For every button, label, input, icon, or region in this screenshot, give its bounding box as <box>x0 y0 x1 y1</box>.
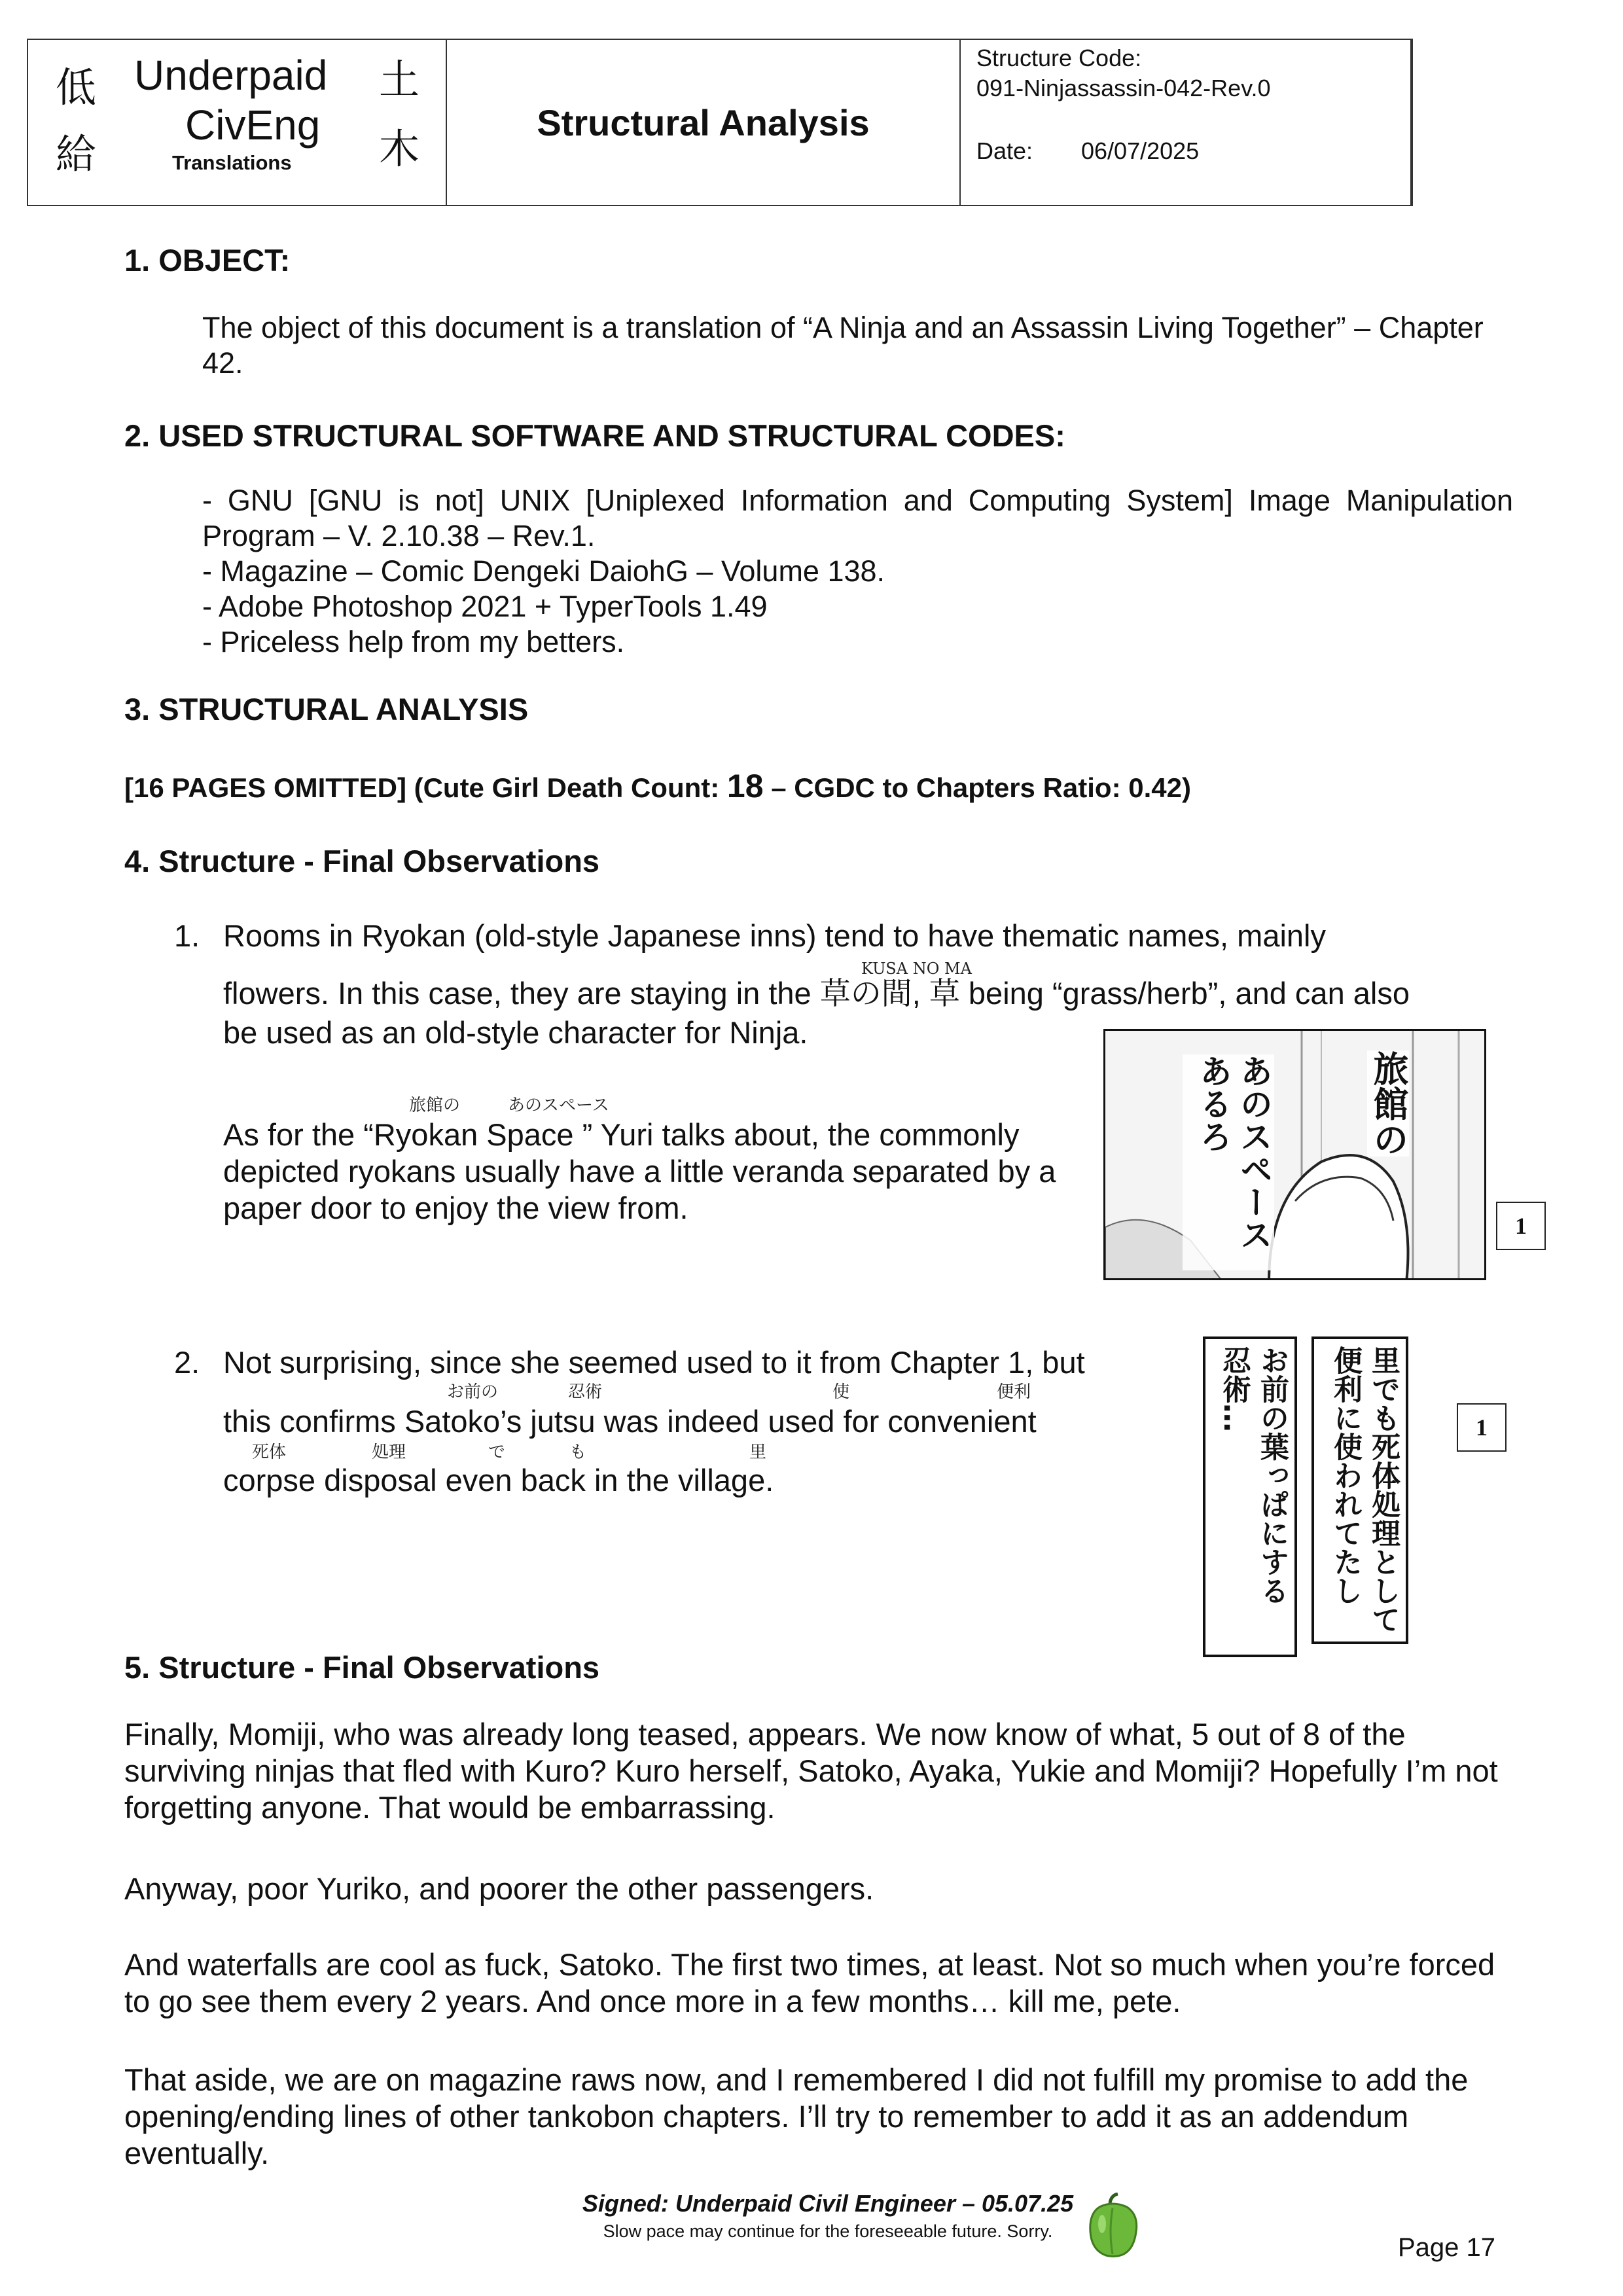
logo-kanji-right-1: 土 <box>379 56 420 103</box>
panel-1-text-space: あのスペースあるろ <box>1183 1054 1274 1270</box>
section-1-heading: 1. OBJECT: <box>124 243 291 278</box>
observation-2-line-1: Not surprising, since she seemed used to it from Chapter 1, but <box>223 1345 1085 1380</box>
death-count: 18 <box>726 768 764 804</box>
document-title: Structural Analysis <box>537 101 870 143</box>
section-1-text: The object of this document is a translation of “A Ninja and an Assassin Living Together” – Chapter 42. <box>202 311 1484 380</box>
logo-kanji-left-1: 低 <box>56 63 97 111</box>
manga-panel-ryokan <box>1103 1029 1486 1280</box>
date-value: 06/07/2025 <box>1081 137 1200 164</box>
section-4-heading: 4. Structure - Final Observations <box>124 844 600 878</box>
benri-ruby: 便利 <box>997 1382 1031 1402</box>
kusa-term: 草 <box>929 976 960 1012</box>
shori-ruby: 処理 <box>372 1443 406 1462</box>
software-item-1: - GNU [GNU is not] UNIX [Uniplexed Information and Computing System] Image Manipulation Program – V. 2.10.38 – Rev.1. <box>202 484 1513 552</box>
section-2-heading: 2. USED STRUCTURAL SOFTWARE AND STRUCTURAL CODES: <box>124 418 1065 453</box>
panel-2-text-box-right <box>1311 1336 1408 1644</box>
kusa-no-ma-term: 草の間 <box>819 976 912 1012</box>
panel-2-badge: 1 <box>1457 1403 1507 1452</box>
kusa-no-ma-ruby: KUSA NO MA <box>861 960 972 978</box>
section-5-heading: 5. Structure - Final Observations <box>124 1650 600 1685</box>
ninjutsu-ruby: 忍術 <box>568 1382 603 1402</box>
omitted-prefix: [16 PAGES OMITTED] (Cute Girl Death Count: <box>124 772 727 803</box>
omae-no-ruby: お前の <box>447 1382 499 1402</box>
pages-omitted-note <box>124 770 1191 802</box>
structure-code-label: Structure Code: <box>976 45 1142 71</box>
panel-1-illustration <box>1105 1031 1486 1280</box>
obs1-line2-part-c: being “grass/herb”, and can also <box>959 976 1410 1011</box>
panel-1-text-ryokan: 旅館の <box>1368 1050 1409 1157</box>
software-item-3: - Adobe Photoshop 2021 + TyperTools 1.49 <box>202 590 768 623</box>
observation-1-line-3: be used as an old-style character for Ninja. <box>223 1015 808 1050</box>
signature-block <box>569 2190 1086 2242</box>
signature-note: Slow pace may continue for the foreseeable future. Sorry. <box>603 2221 1053 2241</box>
software-item-4: - Priceless help from my betters. <box>202 625 625 658</box>
structure-code: 091-Ninjassassin-042-Rev.0 <box>976 75 1271 101</box>
title-block <box>447 40 961 205</box>
document-header <box>27 39 1413 206</box>
logo-line-translations: Translations <box>172 151 292 174</box>
panel-2-col-1: 里でも死体処理として <box>1366 1346 1400 1634</box>
date-label: Date: <box>976 137 1033 164</box>
logo-line-civeng: CivEng <box>185 101 321 149</box>
panel-2-col-4: 忍術… <box>1217 1346 1251 1432</box>
logo-block <box>28 40 447 205</box>
meta-block <box>961 40 1412 205</box>
observation-1-line-2 <box>223 975 1410 1013</box>
panel-2-col-3: お前の葉っぱにする <box>1255 1346 1289 1605</box>
logo-line-underpaid: Underpaid <box>134 52 328 99</box>
mo-ruby: も <box>569 1443 587 1462</box>
obs1-line2-part-a: flowers. In this case, they are staying in the <box>223 976 820 1011</box>
panel-2-col-2: 便利に使われてたし <box>1329 1346 1362 1605</box>
observation-2-number: 2. <box>174 1345 200 1380</box>
observation-1-paragraph-2: As for the “Ryokan Space ” Yuri talks about, the commonly depicted ryokans usually have a little veranda separated by a paper door to enjoy the view from. <box>223 1117 1056 1225</box>
omitted-suffix: – CGDC to Chapters Ratio: 0.42) <box>763 772 1191 803</box>
closing-paragraph-3: And waterfalls are cool as fuck, Satoko. The first two times, at least. Not so much when you’re forced to go see them every 2 years. And once more in a few months… kill me, pete. <box>124 1947 1495 2018</box>
logo-kanji-right-2: 木 <box>379 125 420 173</box>
space-ruby: あのスペース <box>508 1096 609 1115</box>
de-ruby: で <box>488 1443 506 1462</box>
software-item-2: - Magazine – Comic Dengeki DaiohG – Volume 138. <box>202 554 885 588</box>
obs1-line2-part-b: , <box>912 976 929 1011</box>
closing-paragraph-4: That aside, we are on magazine raws now, and I remembered I did not fulfill my promise to add the opening/ending lines of other tankobon chapters. I’ll try to remember to add it as an addendum eventually. <box>124 2062 1469 2170</box>
observation-2-line-2: this confirms Satoko’s jutsu was indeed used for convenient <box>223 1404 1037 1439</box>
section-3-heading: 3. STRUCTURAL ANALYSIS <box>124 692 529 726</box>
panel-2-text-box-left <box>1203 1336 1297 1657</box>
panel-1-badge: 1 <box>1496 1202 1546 1250</box>
page-number: Page 17 <box>1398 2233 1496 2262</box>
observation-2-line-3: corpse disposal even back in the village. <box>223 1463 774 1498</box>
sato-ruby: 里 <box>749 1443 767 1462</box>
closing-paragraph-2: Anyway, poor Yuriko, and poorer the other passengers. <box>124 1871 874 1906</box>
signature: Signed: Underpaid Civil Engineer – 05.07.25 <box>582 2190 1074 2217</box>
observation-1-number: 1. <box>174 918 200 953</box>
shitai-ruby: 死体 <box>252 1443 287 1462</box>
ryokan-ruby: 旅館の <box>409 1096 461 1115</box>
green-bell-pepper-icon <box>1086 2193 1140 2258</box>
tsuka-ruby: 使 <box>832 1382 850 1402</box>
observation-1-line-1: Rooms in Ryokan (old-style Japanese inns) tend to have thematic names, mainly <box>223 918 1326 953</box>
logo-kanji-left-2: 給 <box>56 130 97 178</box>
closing-paragraph-1: Finally, Momiji, who was already long teased, appears. We now know of what, 5 out of 8 of the surviving ninjas that fled with Kuro? Kuro herself, Satoko, Ayaka, Yukie and Momiji? Hopefully I’m not forgetting anyone. That would be embarrassing. <box>124 1717 1498 1825</box>
